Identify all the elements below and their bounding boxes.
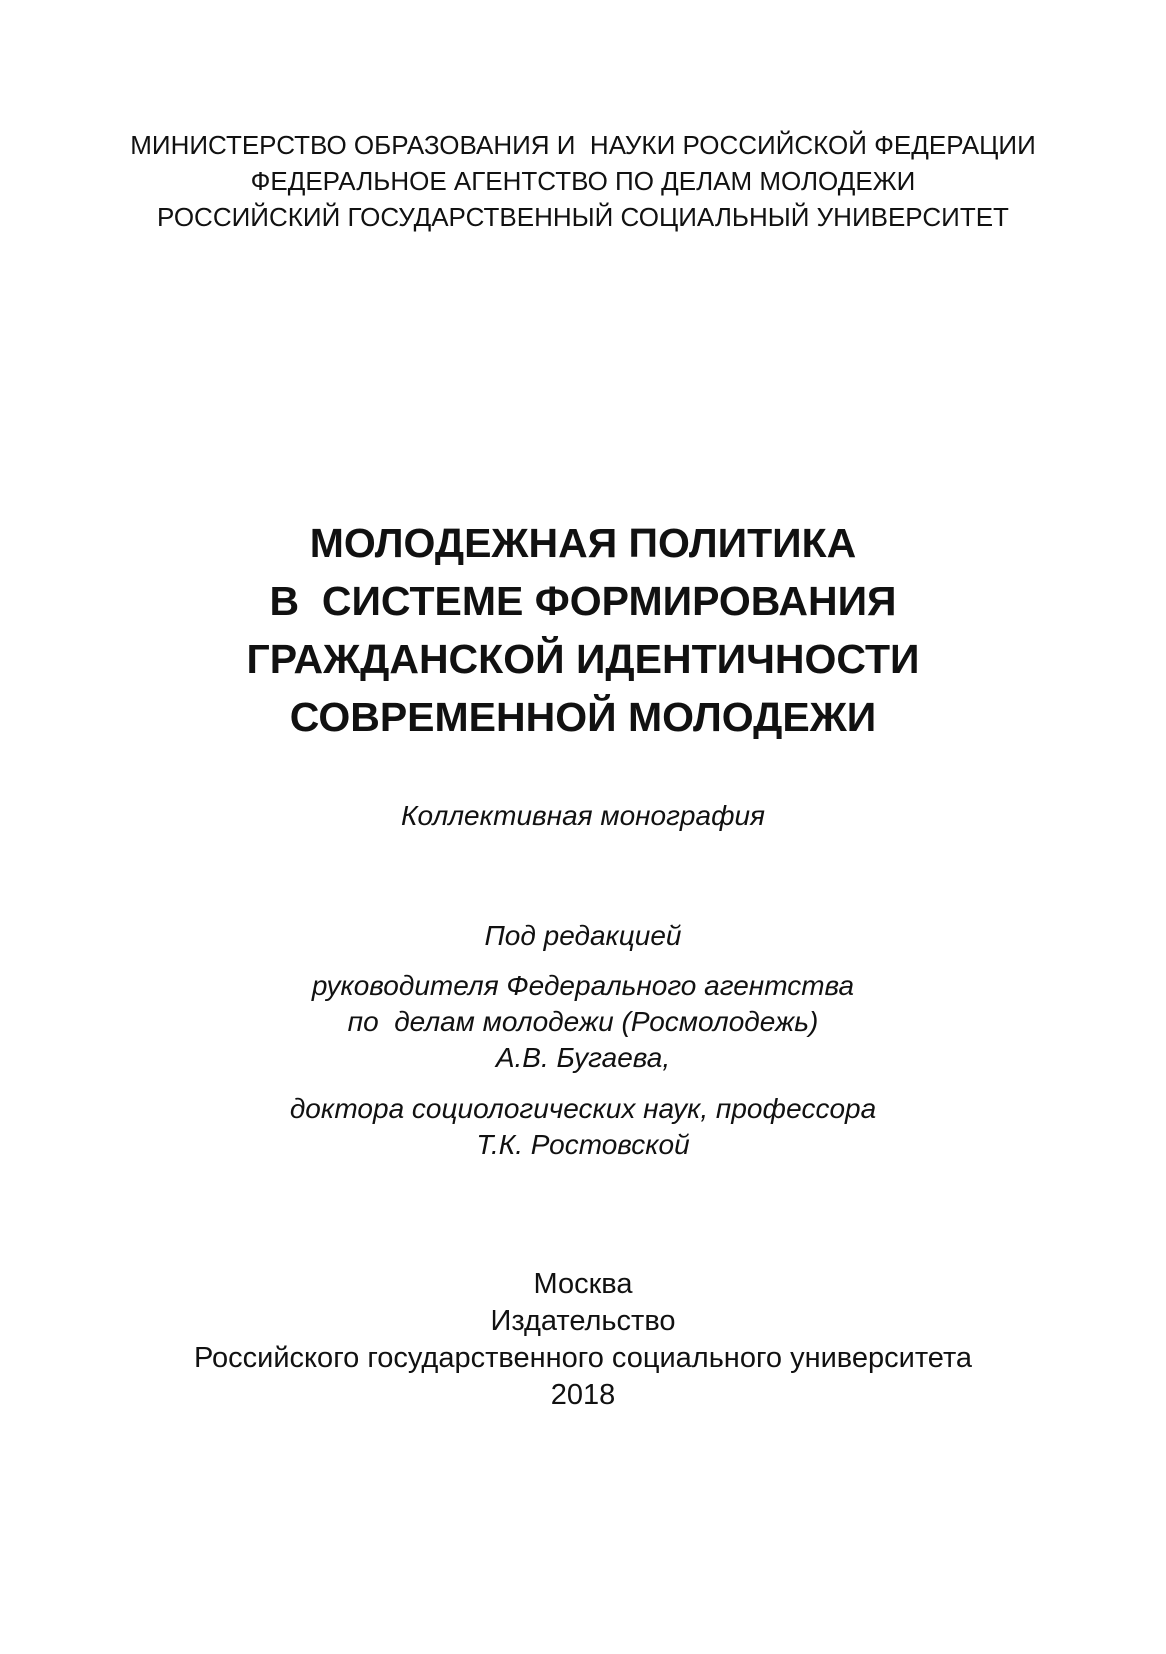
editor2-line-1: доктора социологических наук, профессора <box>289 1093 877 1124</box>
agency-line: ФЕДЕРАЛЬНОЕ АГЕНТСТВО ПО ДЕЛАМ МОЛОДЕЖИ <box>250 166 916 196</box>
editor1-line-1: руководителя Федерального агентства <box>311 970 855 1001</box>
imprint-city: Москва <box>533 1268 633 1300</box>
title-line-2: В СИСТЕМЕ ФОРМИРОВАНИЯ <box>269 578 897 624</box>
editors-intro: Под редакцией <box>484 920 682 951</box>
editor2-name: Т.К. Ростовской <box>476 1129 690 1160</box>
editor1-line-2: по делам молодежи (Росмолодежь) <box>347 1006 819 1037</box>
editor1-name: А.В. Бугаева, <box>495 1042 671 1073</box>
university-line: РОССИЙСКИЙ ГОСУДАРСТВЕННЫЙ СОЦИАЛЬНЫЙ УНИВЕРСИТЕТ <box>157 202 1009 232</box>
title-line-3: ГРАЖДАНСКОЙ ИДЕНТИЧНОСТИ <box>246 636 920 682</box>
imprint-publisher-name: Российского государственного социального университета <box>193 1342 973 1374</box>
imprint-year: 2018 <box>550 1379 616 1411</box>
ministry-line: МИНИСТЕРСТВО ОБРАЗОВАНИЯ И НАУКИ РОССИЙСКОЙ ФЕДЕРАЦИИ <box>130 130 1036 160</box>
imprint-publisher-label: Издательство <box>490 1305 676 1337</box>
title-line-1: МОЛОДЕЖНАЯ ПОЛИТИКА <box>309 520 857 566</box>
title-line-4: СОВРЕМЕННОЙ МОЛОДЕЖИ <box>289 694 877 740</box>
genre-subtitle: Коллективная монография <box>401 800 765 831</box>
